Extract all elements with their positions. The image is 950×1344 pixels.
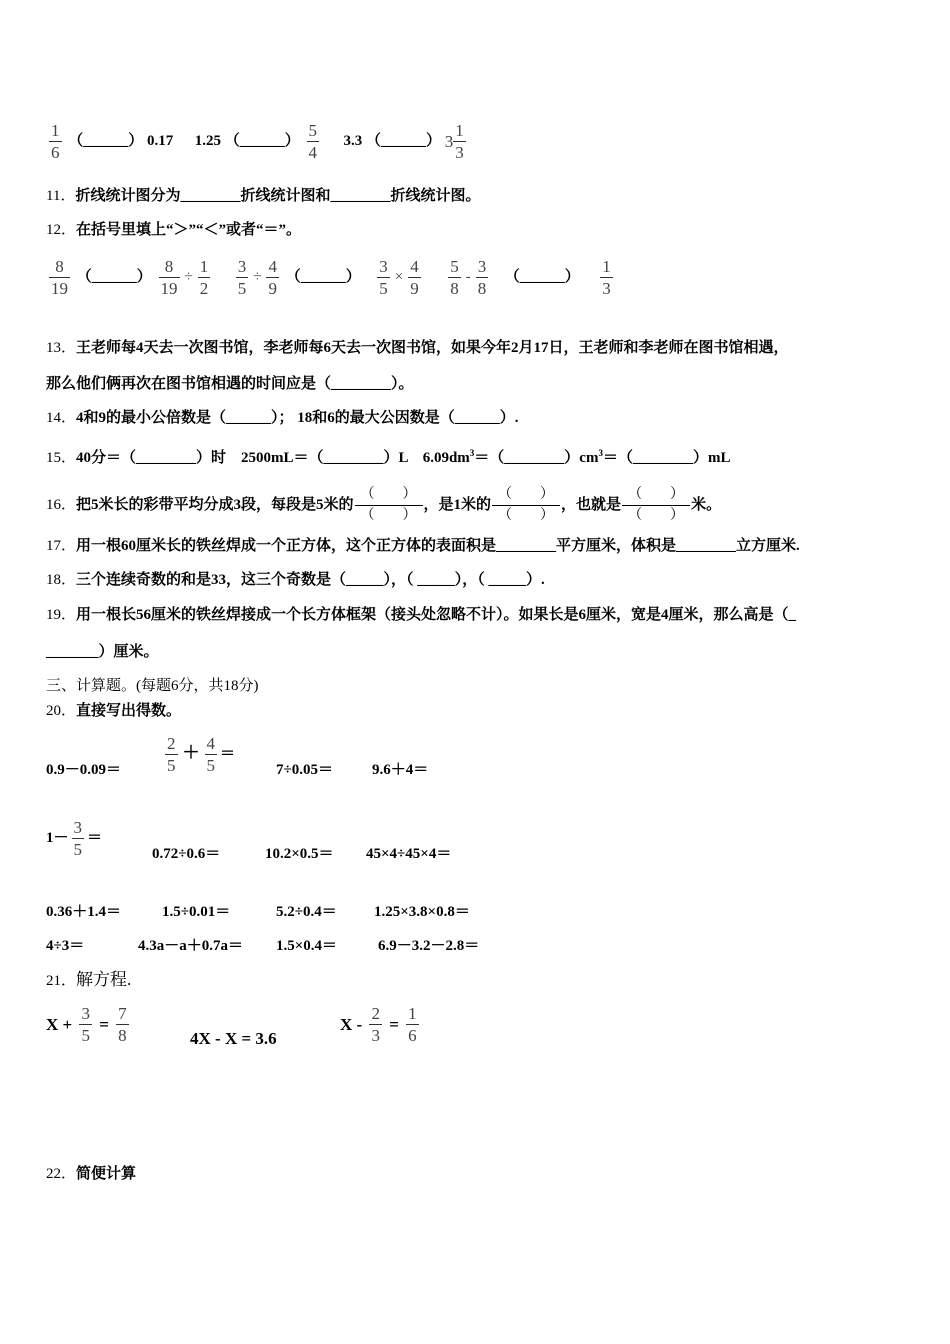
question-text: 王老师每4天去一次图书馆，李老师每6天去一次图书馆，如果今年2月17日，王老师和李老师在图书馆相遇， — [76, 340, 789, 356]
fraction: $\frac{2}{5}$ — [167, 734, 176, 775]
fraction: $\frac{3}{8}$ — [477, 257, 487, 298]
equals-sign: ＝ — [87, 830, 103, 846]
question-text: 米。 — [691, 496, 722, 513]
calc-item: 4÷3＝ — [46, 938, 85, 954]
multiply-operator: × — [394, 268, 404, 285]
calc-item — [46, 819, 102, 858]
equation-prefix: X - — [340, 1015, 363, 1034]
equation-2: 4X - X = 3.6 — [190, 1029, 277, 1048]
fraction: $\frac{4}{9}$ — [268, 257, 277, 298]
question-12-comparisons — [46, 258, 616, 297]
fraction-5-4: $\frac{5}{4}$ — [308, 121, 318, 162]
question-text: 40分＝（________）时 2500mL＝（________）L 6.09dm — [76, 450, 470, 466]
answer-blank[interactable]: （______） — [285, 268, 361, 285]
divide-operator: ÷ — [184, 268, 193, 285]
question-13-line-2 — [46, 374, 414, 394]
question-number: 18． — [46, 572, 77, 588]
equation-1 — [46, 1005, 132, 1044]
fraction: $\frac{4}{9}$ — [410, 257, 419, 298]
question-number: 11． — [46, 188, 76, 204]
calc-item: 4.3a－a＋0.7a＝ — [138, 938, 244, 954]
question-number: 22． — [46, 1166, 77, 1182]
equals-sign: = — [389, 1015, 399, 1034]
mixed-number-3-1-3: 3 $\frac{1}{3}$ — [444, 121, 464, 162]
fraction-1-6: $\frac{1}{6}$ — [51, 121, 60, 162]
paren-fraction-blank[interactable]: （ ） （ ） — [622, 488, 690, 523]
fraction: $\frac{8}{19}$ — [160, 257, 178, 298]
question-number: 14． — [46, 410, 77, 426]
question-text: _______）厘米。 — [46, 644, 159, 660]
fraction: $\frac{7}{8}$ — [118, 1004, 127, 1045]
divide-operator: ÷ — [253, 268, 262, 285]
superscript: 3 — [598, 448, 603, 458]
fraction: $\frac{5}{8}$ — [450, 257, 459, 298]
question-text: ＝（________）mL — [602, 450, 731, 466]
question-number: 21． — [46, 973, 77, 989]
fraction: $\frac{1}{2}$ — [199, 257, 209, 298]
equals-sign: = — [99, 1015, 109, 1034]
equals-sign: ＝ — [220, 746, 236, 762]
calc-item: 1.5×0.4＝ — [276, 938, 338, 954]
fraction: $\frac{3}{5}$ — [379, 257, 388, 298]
question-text: ，也就是 — [561, 496, 622, 513]
answer-blank[interactable]: （______） — [76, 268, 152, 285]
question-13-line-1 — [46, 338, 789, 358]
fraction: $\frac{3}{5}$ — [237, 257, 247, 298]
question-text: 4和9的最小公倍数是（______）； 18和6的最大公因数是（______）. — [76, 410, 519, 426]
question-22 — [46, 1164, 136, 1184]
minus-operator: - — [465, 268, 471, 285]
question-text: ，是1米的 — [423, 496, 492, 513]
fraction: $\frac{8}{19}$ — [51, 257, 68, 298]
calc-item: 0.9－0.09＝ — [46, 762, 122, 778]
answer-blank[interactable]: （______） — [504, 268, 580, 285]
question-19-line-1 — [46, 605, 796, 625]
question-15 — [46, 443, 730, 468]
question-text: ＝（________）cm — [474, 450, 599, 466]
question-19-line-2 — [46, 642, 159, 662]
fraction: $\frac{3}{5}$ — [81, 1004, 90, 1045]
calc-prefix: 1－ — [46, 830, 69, 846]
superscript: 3 — [469, 448, 475, 458]
question-number: 20． — [46, 703, 77, 719]
question-text: 用一根长56厘米的铁丝焊接成一个长方体框架（接头处忽略不计）。如果长是6厘米，宽是4厘米，那么高是（_ — [76, 607, 797, 623]
fraction: $\frac{1}{6}$ — [408, 1004, 417, 1045]
paren-fraction-blank[interactable]: （ ） （ ） — [355, 488, 423, 523]
fraction: $\frac{1}{3}$ — [602, 257, 611, 298]
calc-item: 7÷0.05＝ — [276, 762, 333, 778]
question-18 — [46, 570, 545, 590]
question-12 — [46, 220, 301, 240]
question-text: 折线统计图分为________折线统计图和________折线统计图。 — [75, 188, 481, 204]
question-text: 解方程. — [76, 970, 132, 989]
question-text: 三个连续奇数的和是33，这三个奇数是（_____），（ _____），（ _____）. — [76, 572, 545, 588]
calc-item: 0.72÷0.6＝ — [152, 846, 221, 862]
fraction: $\frac{3}{5}$ — [73, 818, 83, 859]
question-11 — [46, 186, 480, 206]
question-number: 15． — [46, 450, 77, 466]
question-text: 把5米长的彩带平均分成3段，每段是5米的 — [76, 496, 354, 513]
question-number: 16． — [46, 496, 77, 513]
equation-3 — [340, 1005, 422, 1044]
compare-row — [46, 122, 469, 161]
calc-item: 6.9－3.2－2.8＝ — [378, 938, 480, 954]
answer-blank[interactable]: （______） — [366, 132, 442, 149]
value-3-3: 3.3 — [343, 132, 363, 149]
calc-item: 1.25×3.8×0.8＝ — [374, 904, 470, 920]
question-text: 在括号里填上“＞”“＜”或者“＝”。 — [76, 222, 302, 238]
answer-blank[interactable]: （______） — [224, 132, 300, 149]
question-20 — [46, 701, 181, 721]
paren-fraction-blank[interactable]: （ ） （ ） — [492, 488, 560, 523]
question-text: 直接写出得数。 — [76, 703, 182, 719]
question-number: 17． — [46, 538, 77, 554]
calc-item: 9.6＋4＝ — [372, 762, 429, 778]
answer-blank[interactable]: （______） — [68, 132, 144, 149]
section-heading-3: 三、计算题。(每题6分，共18分) — [46, 678, 259, 694]
value-1-25: 1.25 — [194, 132, 222, 149]
fraction: $\frac{2}{3}$ — [371, 1004, 380, 1045]
question-text: 简便计算 — [76, 1166, 137, 1182]
question-17 — [46, 536, 800, 556]
fraction: $\frac{4}{5}$ — [206, 734, 215, 775]
question-16 — [46, 488, 721, 523]
calc-item — [162, 735, 235, 774]
question-14 — [46, 408, 519, 428]
calc-item: 1.5÷0.01＝ — [162, 904, 231, 920]
calc-item: 5.2÷0.4＝ — [276, 904, 337, 920]
calc-item: 0.36＋1.4＝ — [46, 904, 122, 920]
question-21 — [46, 970, 131, 991]
question-number: 12． — [46, 222, 77, 238]
question-number: 19． — [46, 607, 77, 623]
value-0-17: 0.17 — [147, 132, 174, 149]
calc-item: 10.2×0.5＝ — [265, 846, 334, 862]
calc-item: 45×4÷45×4＝ — [366, 846, 452, 862]
question-text: 那么他们俩再次在图书馆相遇的时间应是（________）。 — [46, 376, 414, 392]
equation-prefix: X + — [46, 1015, 73, 1034]
plus-operator: ＋ — [182, 742, 200, 762]
question-text: 用一根60厘米长的铁丝焊成一个正方体，这个正方体的表面积是________平方厘米，体积是________立方厘米. — [76, 538, 800, 554]
question-number: 13． — [46, 340, 77, 356]
